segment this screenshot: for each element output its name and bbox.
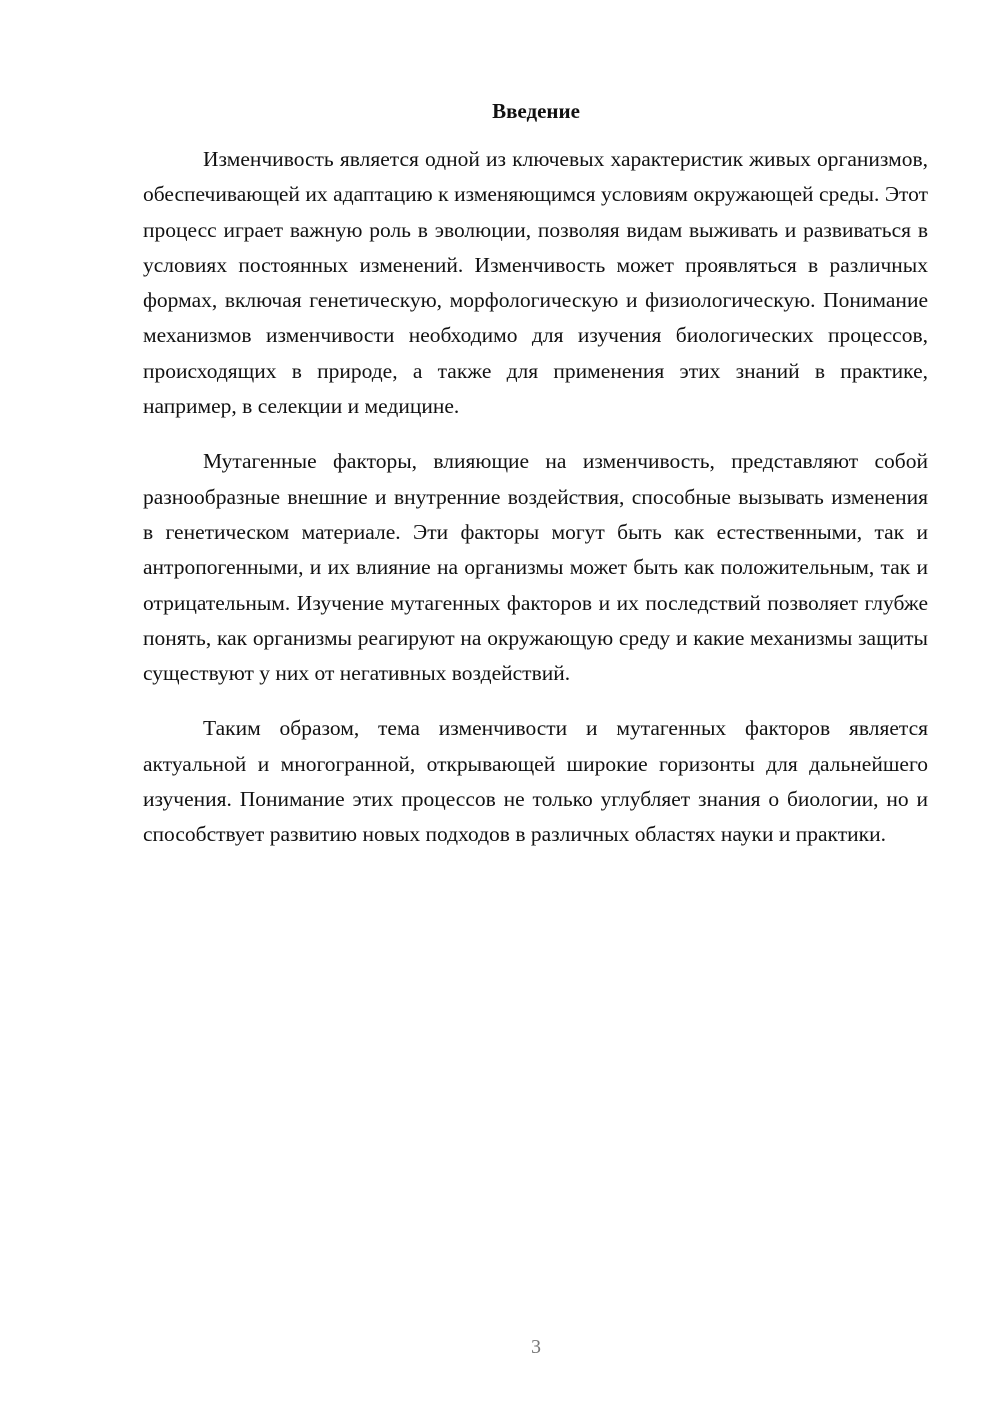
section-title: Введение bbox=[492, 99, 580, 123]
page-number: 3 bbox=[531, 1336, 541, 1358]
body-text bbox=[143, 142, 928, 873]
paragraph-1: Изменчивость является одной из ключевых характеристик живых организмов, обеспечивающей их адаптацию к изменяющимся условиям окружающей среды. Этот процесс играет важную роль в эволюции, позволяя видам выживать и развиваться в условиях постоянных изменений. Изменчивость может проявляться в различных формах, включая генетическую, морфологическую и физиологическую. Понимание механизмов изменчивости необходимо для изучения биологических процессов, происходящих в природе, а также для применения этих знаний в практике, например, в селекции и медицине. bbox=[143, 147, 928, 419]
paragraph-3: Таким образом, тема изменчивости и мутагенных факторов является актуальной и многогранной, открывающей широкие горизонты для дальнейшего изучения. Понимание этих процессов не только углубляет знания о биологии, но и способствует развитию новых подходов в различных областях науки и практики. bbox=[143, 716, 928, 847]
paragraph-2: Мутагенные факторы, влияющие на изменчивость, представляют собой разнообразные внешние и внутренние воздействия, способные вызывать изменения в генетическом материале. Эти факторы могут быть как естественными, так и антропогенными, и их влияние на организмы может быть как положительным, так и отрицательным. Изучение мутагенных факторов и их последствий позволяет глубже понять, как организмы реагируют на окружающую среду и какие механизмы защиты существуют у них от негативных воздействий. bbox=[143, 449, 928, 686]
